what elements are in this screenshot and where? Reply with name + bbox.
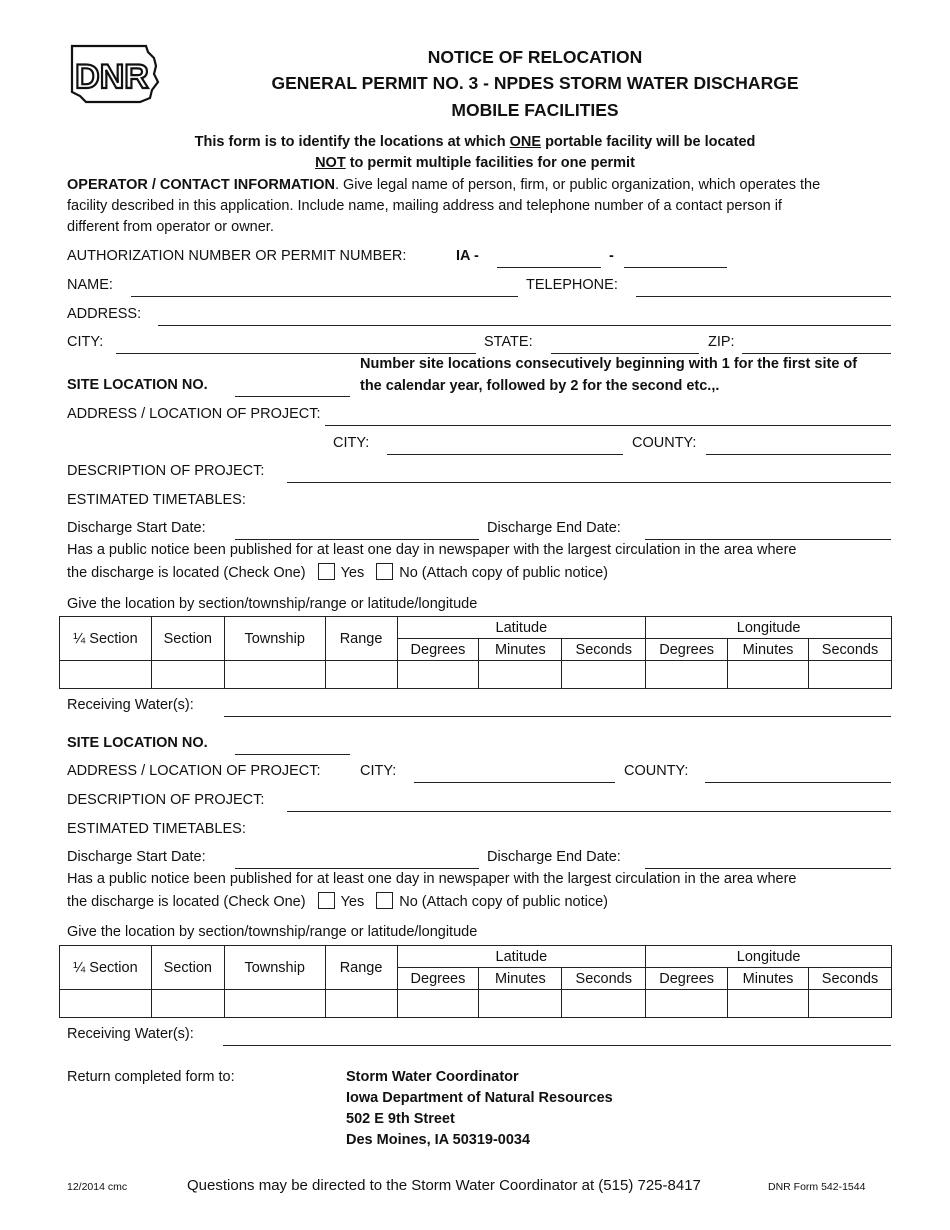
lat-seconds-cell[interactable] xyxy=(562,990,646,1018)
name-field[interactable] xyxy=(131,296,518,297)
timetables-label-2: ESTIMATED TIMETABLES: xyxy=(67,821,246,837)
location-table xyxy=(59,616,892,689)
receiving-waters-field[interactable] xyxy=(224,716,891,717)
telephone-field[interactable] xyxy=(636,296,891,297)
state-label: STATE: xyxy=(484,334,533,350)
form-title: NOTICE OF RELOCATION xyxy=(427,47,643,67)
location-table-2 xyxy=(59,945,892,1018)
name-label: NAME: xyxy=(67,277,113,293)
quarter-section-cell[interactable] xyxy=(60,990,152,1018)
range-header: Range xyxy=(325,946,397,990)
state-field[interactable] xyxy=(551,353,699,354)
latitude-header: Latitude xyxy=(397,617,646,639)
end-date-field[interactable] xyxy=(645,539,891,540)
township-cell[interactable] xyxy=(224,661,325,689)
footer-date-code: 12/2014 cmc xyxy=(67,1181,128,1193)
return-line-2: Iowa Department of Natural Resources xyxy=(346,1090,613,1106)
quarter-section-cell[interactable] xyxy=(60,661,152,689)
site-location-number-field[interactable] xyxy=(235,396,350,397)
start-date-field-2[interactable] xyxy=(235,868,479,869)
longitude-header: Longitude xyxy=(646,617,892,639)
quarter-section-header: ¼ Section xyxy=(60,617,152,661)
lat-seconds-cell[interactable] xyxy=(562,661,646,689)
project-county-label: COUNTY: xyxy=(632,435,697,451)
operator-instructions-2: facility described in this application. Include name, mailing address and telephone number of a contact person if xyxy=(67,198,782,214)
public-notice-question: Has a public notice been published for at least one day in newspaper with the largest circulation in the area where xyxy=(67,542,797,558)
no-checkbox-2[interactable] xyxy=(376,892,393,909)
project-description-field[interactable] xyxy=(287,482,891,483)
lon-seconds-header: Seconds xyxy=(809,639,892,661)
no-label: No (Attach copy of public notice) xyxy=(399,565,608,581)
table-row xyxy=(60,661,892,689)
township-cell[interactable] xyxy=(224,990,325,1018)
return-line-4: Des Moines, IA 50319-0034 xyxy=(346,1132,531,1148)
lat-minutes-header: Minutes xyxy=(479,639,562,661)
start-date-field[interactable] xyxy=(235,539,479,540)
lon-seconds-header: Seconds xyxy=(809,968,892,990)
lon-minutes-cell[interactable] xyxy=(728,990,809,1018)
receiving-waters-label-2: Receiving Water(s): xyxy=(67,1026,194,1042)
lat-minutes-header: Minutes xyxy=(479,968,562,990)
section-cell[interactable] xyxy=(151,990,224,1018)
telephone-label: TELEPHONE: xyxy=(526,277,618,293)
township-header: Township xyxy=(224,617,325,661)
lon-degrees-header: Degrees xyxy=(646,639,728,661)
lat-minutes-cell[interactable] xyxy=(479,661,562,689)
logo-text: DNR xyxy=(75,58,149,96)
project-city-label-2: CITY: xyxy=(360,763,397,779)
lat-minutes-cell[interactable] xyxy=(479,990,562,1018)
range-header: Range xyxy=(325,617,397,661)
longitude-header: Longitude xyxy=(646,946,892,968)
lon-minutes-header: Minutes xyxy=(728,968,809,990)
quarter-section-header: ¼ Section xyxy=(60,946,152,990)
yes-label: Yes xyxy=(340,565,365,581)
site-location-number-field-2[interactable] xyxy=(235,754,350,755)
project-address-label: ADDRESS / LOCATION OF PROJECT: xyxy=(67,406,321,422)
lon-degrees-cell[interactable] xyxy=(646,661,728,689)
dnr-logo xyxy=(66,44,162,108)
range-cell[interactable] xyxy=(325,661,397,689)
range-cell[interactable] xyxy=(325,990,397,1018)
purpose-note-1: This form is to identify the locations at which ONE portable facility will be located xyxy=(194,134,756,150)
auth-number-field-2[interactable] xyxy=(624,267,727,268)
end-date-field-2[interactable] xyxy=(645,868,891,869)
site-location-label: SITE LOCATION NO. xyxy=(67,377,208,393)
location-intro: Give the location by section/township/range or latitude/longitude xyxy=(67,596,478,612)
lon-seconds-cell[interactable] xyxy=(809,990,892,1018)
project-county-label-2: COUNTY: xyxy=(624,763,689,779)
ia-prefix: IA - xyxy=(456,248,479,264)
public-notice-question-2: Has a public notice been published for at least one day in newspaper with the largest circulation in the area where xyxy=(67,871,797,887)
city-label: CITY: xyxy=(67,334,104,350)
operator-instructions-3: different from operator or owner. xyxy=(67,219,274,235)
no-label-2: No (Attach copy of public notice) xyxy=(399,894,608,910)
yes-checkbox-2[interactable] xyxy=(318,892,335,909)
township-header: Township xyxy=(224,946,325,990)
receiving-waters-label: Receiving Water(s): xyxy=(67,697,194,713)
return-line-3: 502 E 9th Street xyxy=(346,1111,455,1127)
project-address-field[interactable] xyxy=(325,425,891,426)
section-cell[interactable] xyxy=(151,661,224,689)
project-description-field-2[interactable] xyxy=(287,811,891,812)
section-header: Section xyxy=(151,946,224,990)
yes-checkbox[interactable] xyxy=(318,563,335,580)
lat-seconds-header: Seconds xyxy=(562,968,646,990)
yes-label-2: Yes xyxy=(340,894,365,910)
form-subtitle: GENERAL PERMIT NO. 3 - NPDES STORM WATER DISCHARGE xyxy=(271,73,799,93)
auth-number-field-1[interactable] xyxy=(497,267,601,268)
lon-degrees-cell[interactable] xyxy=(646,990,728,1018)
start-date-label: Discharge Start Date: xyxy=(67,520,206,536)
table-row xyxy=(60,990,892,1018)
location-intro-2: Give the location by section/township/range or latitude/longitude xyxy=(67,924,478,940)
city-field[interactable] xyxy=(116,353,476,354)
return-label: Return completed form to: xyxy=(67,1069,235,1085)
end-date-label: Discharge End Date: xyxy=(487,520,621,536)
lat-degrees-header: Degrees xyxy=(397,639,479,661)
zip-field[interactable] xyxy=(742,353,891,354)
lon-minutes-cell[interactable] xyxy=(728,661,809,689)
project-county-field[interactable] xyxy=(706,454,891,455)
footer-form-number: DNR Form 542-1544 xyxy=(768,1181,866,1193)
public-notice-check-row: the discharge is located (Check One) Yes No (Attach copy of public notice) xyxy=(67,565,608,581)
receiving-waters-field-2[interactable] xyxy=(223,1045,891,1046)
address-field[interactable] xyxy=(158,325,891,326)
project-city-label: CITY: xyxy=(333,435,370,451)
site-numbering-note-2: the calendar year, followed by 2 for the second etc.,. xyxy=(360,378,720,394)
timetables-label: ESTIMATED TIMETABLES: xyxy=(67,492,246,508)
start-date-label-2: Discharge Start Date: xyxy=(67,849,206,865)
end-date-label-2: Discharge End Date: xyxy=(487,849,621,865)
site-numbering-note: Number site locations consecutively beginning with 1 for the first site of xyxy=(360,356,858,372)
footer-questions: Questions may be directed to the Storm Water Coordinator at (515) 725-8417 xyxy=(187,1177,701,1194)
lat-degrees-header: Degrees xyxy=(397,968,479,990)
project-city-field[interactable] xyxy=(387,454,623,455)
lat-degrees-cell[interactable] xyxy=(397,990,479,1018)
operator-instructions: OPERATOR / CONTACT INFORMATION. Give legal name of person, firm, or public organization, which operates the xyxy=(67,177,821,193)
site-location-label-2: SITE LOCATION NO. xyxy=(67,735,208,751)
lat-seconds-header: Seconds xyxy=(562,639,646,661)
zip-label: ZIP: xyxy=(708,334,735,350)
section-header: Section xyxy=(151,617,224,661)
lon-seconds-cell[interactable] xyxy=(809,661,892,689)
auth-number-label: AUTHORIZATION NUMBER OR PERMIT NUMBER: xyxy=(67,248,407,264)
no-checkbox[interactable] xyxy=(376,563,393,580)
project-address-label-2: ADDRESS / LOCATION OF PROJECT: xyxy=(67,763,321,779)
return-line-1: Storm Water Coordinator xyxy=(346,1069,519,1085)
project-description-label-2: DESCRIPTION OF PROJECT: xyxy=(67,792,265,808)
public-notice-check-row-2: the discharge is located (Check One) Yes No (Attach copy of public notice) xyxy=(67,894,608,910)
form-subtitle-2: MOBILE FACILITIES xyxy=(451,100,619,120)
lon-degrees-header: Degrees xyxy=(646,968,728,990)
lon-minutes-header: Minutes xyxy=(728,639,809,661)
auth-dash: - xyxy=(609,248,614,264)
lat-degrees-cell[interactable] xyxy=(397,661,479,689)
purpose-note-2: NOT to permit multiple facilities for one permit xyxy=(315,155,635,171)
address-label: ADDRESS: xyxy=(67,306,142,322)
project-description-label: DESCRIPTION OF PROJECT: xyxy=(67,463,265,479)
latitude-header: Latitude xyxy=(397,946,646,968)
project-city-field-2[interactable] xyxy=(414,782,615,783)
project-county-field-2[interactable] xyxy=(705,782,891,783)
